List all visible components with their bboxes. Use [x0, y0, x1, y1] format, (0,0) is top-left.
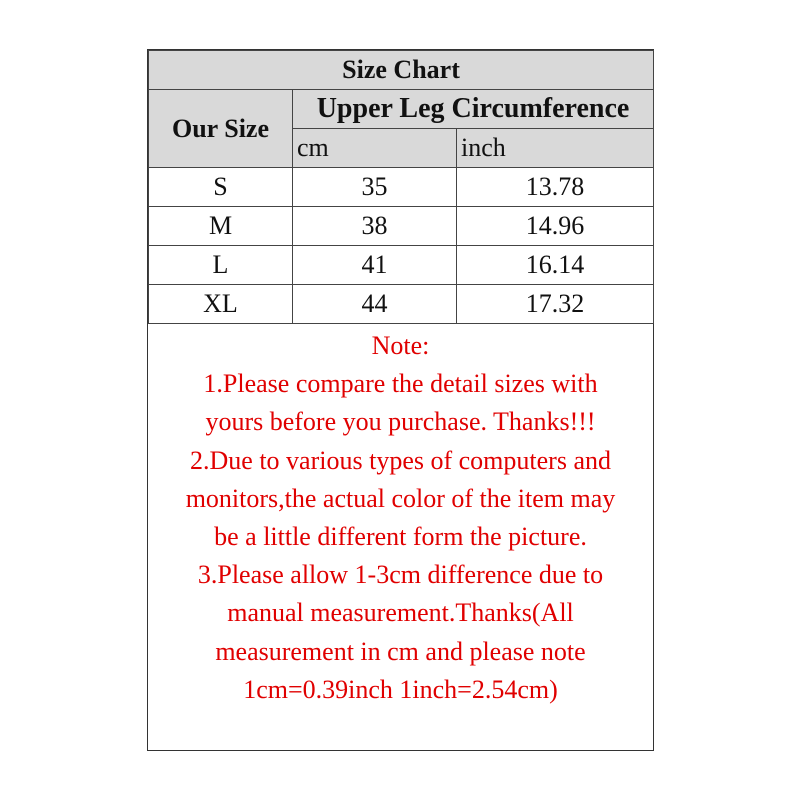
inch-cell: 16.14: [457, 246, 654, 285]
note-line: 1.Please compare the detail sizes with: [203, 369, 598, 399]
note-line: monitors,the actual color of the item may: [185, 483, 616, 513]
note-section: [148, 327, 653, 709]
note-line: 3.Please allow 1-3cm difference due to: [197, 560, 604, 590]
unit-cm-header: cm: [293, 129, 457, 168]
table-row: [149, 168, 654, 207]
cm-cell: 35: [293, 168, 457, 207]
table-row: [149, 246, 654, 285]
cm-cell: 41: [293, 246, 457, 285]
note-line: 1cm=0.39inch 1inch=2.54cm): [243, 674, 558, 704]
table-row: [149, 285, 654, 324]
note-line: measurement in cm and please note: [215, 636, 586, 666]
inch-cell: 14.96: [457, 207, 654, 246]
size-cell: L: [149, 246, 293, 285]
note-line: manual measurement.Thanks(All: [227, 598, 574, 628]
note-line: yours before you purchase. Thanks!!!: [205, 407, 596, 437]
note-line: 2.Due to various types of computers and: [190, 445, 611, 475]
size-cell: M: [149, 207, 293, 246]
size-chart-table: [148, 50, 654, 324]
size-cell: XL: [149, 285, 293, 324]
measurement-header: Upper Leg Circumference: [293, 90, 654, 129]
title-row: [149, 51, 654, 90]
header-row: [149, 90, 654, 129]
cm-cell: 44: [293, 285, 457, 324]
table-title: Size Chart: [149, 51, 654, 90]
inch-cell: 17.32: [457, 285, 654, 324]
size-cell: S: [149, 168, 293, 207]
note-heading: Note:: [371, 331, 430, 360]
note-line: be a little different form the picture.: [214, 522, 587, 552]
inch-cell: 13.78: [457, 168, 654, 207]
our-size-header: Our Size: [149, 90, 293, 168]
size-chart-frame: [147, 49, 654, 751]
unit-inch-header: inch: [457, 129, 654, 168]
table-row: [149, 207, 654, 246]
cm-cell: 38: [293, 207, 457, 246]
